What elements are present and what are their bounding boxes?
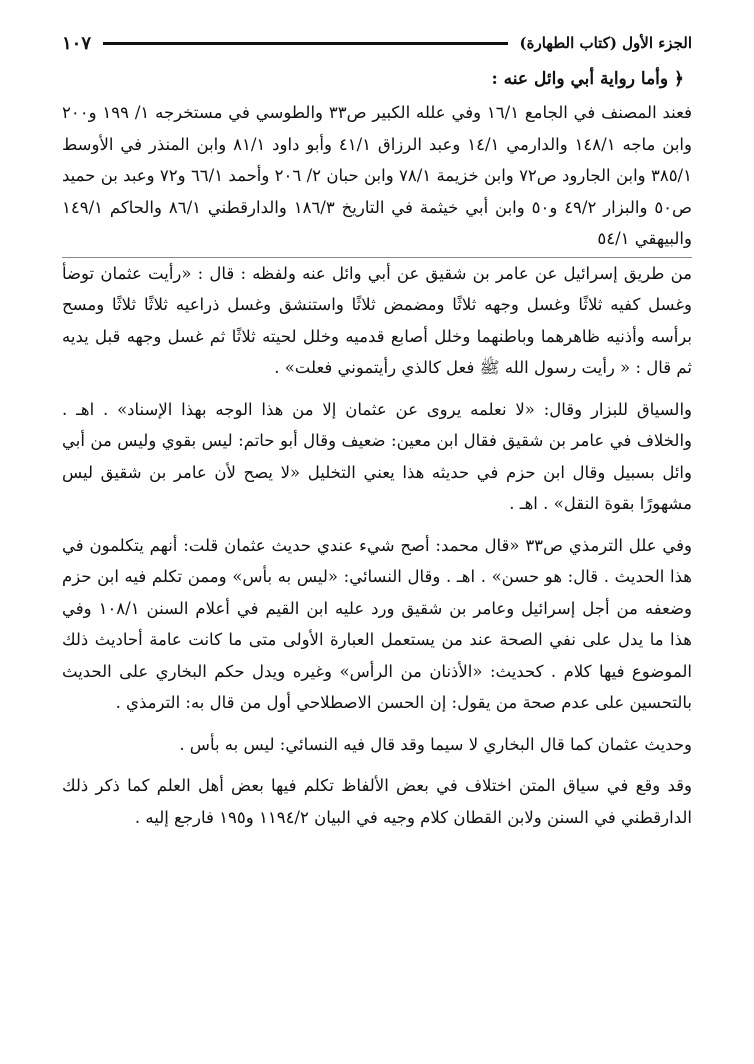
book-page: [62, 28, 692, 1044]
paragraph-hadith: من طريق إسرائيل عن عامر بن شقيق عن أبي وائل عنه ولفظه : قال : «رأيت عثمان توضأ وغسل كفيه ثلاثًا وغسل وجهه ثلاثًا ومضمض ثلاثًا واستنشق وغسل ذراعيه ثلاثًا ثلاثًا ومسح برأسه وأذنيه ظاهرهما وباطنهما وخلل أصابع قدميه وخلل لحيته ثلاثًا ثم غسل وجهه قبل يديه ثم قال : « رأيت رسول الله ﷺ فعل كالذي رأيتموني فعلت» .: [62, 263, 692, 377]
paragraph-sources: فعند المصنف في الجامع ١٦/١ وفي علله الكبير ص٣٣ والطوسي في مستخرجه ١/ ١٩٩ و٢٠٠ وابن ماجه ١٤٨/١ والدارمي ١٤/١ وعبد الرزاق ٤١/١ وأبو داود ٨١/١ وابن المنذر في الأوسط ٣٨٥/١ وابن الجارود ص٧٢ وابن خزيمة ٧٨/١ وابن حبان ٢/ ٢٠٦ وأحمد ٦٦/١ و٧٢ وعبد بن حميد ص٥٠ والبزار ٤٩/٢ و٥٠ وابن أبي خيثمة في التاريخ ١٨٦/٣ والدارقطني ٨٦/١ والحاكم ١٤٩/١ والبيهقي ٥٤/١: [62, 103, 692, 248]
header-rule: [103, 42, 508, 45]
header-title: الجزء الأول (كتاب الطهارة): [519, 34, 692, 52]
paragraph-uthman: وحديث عثمان كما قال البخاري لا سيما وقد قال فيه النسائي: ليس به بأس .: [179, 734, 692, 754]
paragraph-tirmidhi: وفي علل الترمذي ص٣٣ «قال محمد: أصح شيء عندي حديث عثمان قلت: أنهم يتكلمون في هذا الحديث . قال: هو حسن» . اهـ . وقال النسائي: «ليس به بأس» وممن تكلم فيه ابن حزم وضعفه من أجل إسرائيل وعامر بن شقيق ورد عليه ابن القيم في أعلام السنن ١٠٨/١ وفي هذا ما يدل على نفي الصحة عند من يستعمل العبارة الأولى متى ما كانت عامة أحاديث ذلك الموضوع فيها كلام . كحديث: «الأذنان من الرأس» وغيره ويدل حكم البخاري على الحديث بالتحسين على عدم صحة من يقول: إن الحسن الاصطلاحي أول من قال به: الترمذي .: [62, 535, 692, 712]
running-header: [62, 28, 692, 58]
page-number: ١٠٧: [62, 32, 92, 54]
paragraph-bazzar: والسياق للبزار وقال: «لا نعلمه يروى عن عثمان إلا من هذا الوجه بهذا الإسناد» . اهـ . والخلاف في عامر بن شقيق فقال ابن معين: ضعيف وقال أبو حاتم: ليس بقوي وليس من أبي وائل بسبيل وقال ابن حزم في حديثه هذا يعني التخليل «لا يصح لأن عامر بن شقيق ليس مشهورًا بقوة النقل» . اهـ .: [62, 399, 692, 513]
section-heading: ﴿ وأما رواية أبي وائل عنه :: [491, 69, 684, 89]
paragraph-matn: وقد وقع في سياق المتن اختلاف في بعض الألفاظ تكلم فيها بعض أهل العلم كما ذكر ذلك الدارقطني في السنن ولابن القطان كلام وجيه في البيان ١١٩٤/٢ و١٩٥ فارجع إليه .: [62, 776, 692, 827]
